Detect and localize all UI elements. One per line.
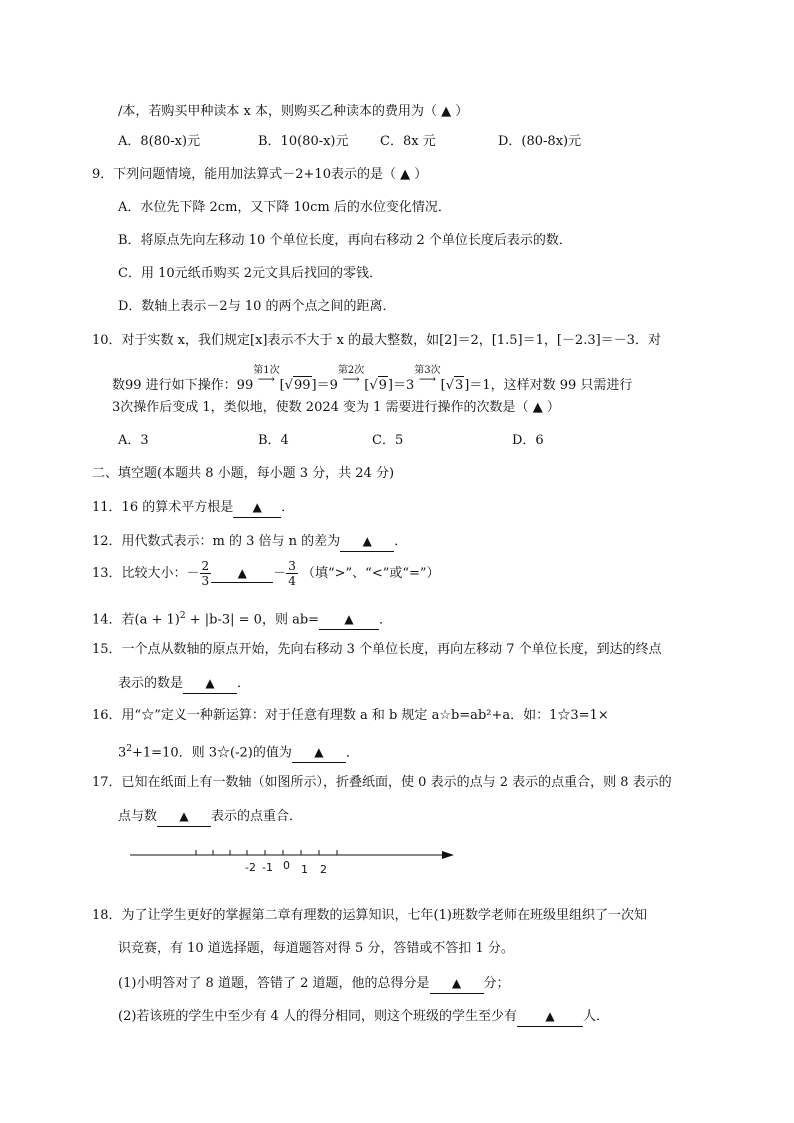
- q15-line2: [118, 674, 250, 694]
- q9-option-c: C．用 10元纸币购买 2元文具后找回的零钱．: [118, 266, 383, 281]
- q18-part1-end: 分；: [483, 976, 510, 991]
- q13-minus: －: [273, 566, 287, 581]
- q16-base: 3: [118, 745, 127, 761]
- q18-part2-text: (2)若该班的学生中至少有 4 人的得分相同，则这个班级的学生至少有: [118, 1009, 517, 1024]
- sqrt-99: 99: [293, 378, 311, 393]
- triangle-icon: ▲: [205, 676, 215, 690]
- step2-label: 第2次: [337, 365, 365, 376]
- q9-option-b: B．将原点先向左移动 10 个单位长度，再向右移动 2 个单位长度后表示的数．: [118, 233, 572, 248]
- q16-line1: 16．用“☆”定义一种新运算：对于任意有理数 a 和 b 规定 a☆b=ab²+a．如：1☆3=1×: [92, 708, 609, 723]
- triangle-icon: ▲: [314, 745, 324, 760]
- triangle-icon: ▲: [237, 566, 247, 580]
- q17-line2: [118, 807, 302, 827]
- q8-option-a: A．8(80-x)元: [118, 134, 201, 149]
- r2-close: ]＝3: [387, 378, 415, 393]
- q17-line1: 17．已知在纸面上有一数轴（如图所示），折叠纸面，使 0 表示的点与 2 表示的点重合，则 8 表示的: [92, 775, 672, 790]
- q8-option-c: C．8x 元: [380, 134, 436, 149]
- q12-end: ．: [394, 534, 408, 549]
- q17-end: 表示的点重合．: [211, 809, 303, 824]
- right-arrow-icon: ⟶: [257, 372, 275, 386]
- answer-blank[interactable]: [517, 1007, 583, 1027]
- q14-text: 14．若(a + 1): [92, 612, 180, 628]
- triangle-icon: ▲: [362, 534, 372, 548]
- q16-exponent: 2: [126, 744, 133, 754]
- q10-option-d: D．6: [512, 433, 544, 448]
- q18-part2-end: 人．: [582, 1009, 609, 1024]
- step3-arrow: [414, 365, 441, 386]
- q15-line1: 15．一个点从数轴的原点开始，先向右移动 3 个单位长度，再向左移动 7 个单位长度，到达的终点: [92, 642, 662, 657]
- fraction-3-4: [286, 559, 298, 588]
- q14-end: ．: [379, 612, 393, 628]
- q11-end: ．: [281, 500, 295, 515]
- step2-arrow: [337, 365, 365, 386]
- q18-line1: 18．为了让学生更好的掌握第二章有理数的运算知识，七年(1)班数学老师在班级里组织了一次知: [92, 908, 647, 923]
- section-heading: 二、填空题(本题共 8 小题，每小题 3 分，共 24 分): [92, 466, 395, 481]
- axis-ticks: [196, 850, 337, 855]
- q12: [92, 532, 407, 552]
- tick-label-1: 1: [301, 863, 308, 876]
- triangle-icon: ▲: [344, 612, 354, 627]
- q9-option-d: D．数轴上表示－2与 10 的两个点之间的距离．: [118, 299, 396, 314]
- r3-open: [: [440, 378, 446, 393]
- q9-stem: 9．下列问题情境，能用加法算式－2+10表示的是（ ▲ ）: [92, 167, 428, 182]
- step3-label: 第3次: [414, 365, 441, 376]
- answer-blank[interactable]: [211, 565, 273, 583]
- q17-text: 点与数: [118, 809, 158, 824]
- triangle-icon: ▲: [545, 1009, 555, 1023]
- tick-label-2: 2: [320, 863, 327, 876]
- r3-close: ]＝1，这样对数 99 只需进行: [464, 378, 633, 393]
- denominator: 3: [201, 574, 210, 588]
- q8-continuation: /本，若购买甲种读本 x 本，则购买乙种读本的费用为（ ▲ ）: [118, 104, 469, 119]
- q16-end: ．: [345, 745, 359, 761]
- q10-line2-prefix: 数99 进行如下操作：99: [112, 378, 254, 393]
- tick-label-neg2: -2: [245, 861, 256, 874]
- triangle-icon: ▲: [252, 500, 262, 514]
- numerator: 3: [288, 559, 296, 573]
- q10-line3: 3次操作后变成 1，类似地，使数 2024 变为 1 需要进行操作的次数是（ ▲ ）: [112, 400, 560, 415]
- q14-exponent: 2: [179, 611, 186, 621]
- q10-option-b: B．4: [258, 433, 289, 448]
- q13-text: 13．比较大小：－: [92, 566, 200, 581]
- q8-option-b: B．10(80-x)元: [258, 134, 349, 149]
- q11-text: 11．16 的算术平方根是: [92, 500, 234, 515]
- q10-line2: 数99 进行如下操作：99 第1次 ⟶ [√99]＝9 第2次 ⟶ [√9]＝3 第3次 ⟶ [√3]＝1，这样对数 99 只需进行: [112, 365, 633, 393]
- q10-option-c: C．5: [372, 433, 404, 448]
- step1-arrow: [253, 365, 280, 386]
- triangle-icon: ▲: [451, 976, 462, 990]
- q18-part2: [118, 1007, 609, 1027]
- r1-open: [: [279, 378, 285, 393]
- q11: [92, 498, 294, 518]
- sqrt-3: 3: [454, 378, 464, 393]
- q12-text: 12．用代数式表示：m 的 3 倍与 n 的差为: [92, 534, 341, 549]
- q13-hint: （填“>”、“<”或“=”）: [301, 566, 440, 581]
- tick-label-0: 0: [283, 859, 290, 872]
- answer-blank[interactable]: [183, 674, 237, 694]
- sqrt-9: 9: [378, 378, 387, 393]
- q10-option-a: A．3: [118, 433, 149, 448]
- number-line-figure: [128, 845, 458, 877]
- q18-line2: 识竞赛，有 10 道选择题，每道题答对得 5 分，答错或不答扣 1 分。: [118, 941, 514, 956]
- q13: [92, 557, 440, 591]
- q18-part1: [118, 974, 510, 994]
- q16-line2: [118, 740, 359, 763]
- right-arrow-icon: ⟶: [418, 372, 437, 386]
- answer-blank[interactable]: [233, 498, 281, 518]
- step1-label: 第1次: [253, 365, 280, 376]
- answer-blank[interactable]: [157, 807, 211, 827]
- r2-open: [: [364, 378, 370, 393]
- q10-line1: 10．对于实数 x，我们规定[x]表示不大于 x 的最大整数，如[2]＝2，[1.5]＝1，[－2.3]＝－3．对: [92, 333, 661, 348]
- q16-text: +1=10．则 3☆(-2)的值为: [132, 745, 292, 761]
- numerator: 2: [201, 559, 210, 573]
- q14: [92, 607, 392, 630]
- answer-blank[interactable]: [340, 532, 394, 552]
- q14-text-mid: + |b-3| = 0，则 ab=: [185, 612, 320, 628]
- tick-label-neg1: -1: [262, 861, 273, 874]
- q9-option-a: A．水位先下降 2cm，又下降 10cm 后的水位变化情况．: [118, 200, 451, 215]
- q15-text: 表示的数是: [118, 676, 184, 691]
- r1-close: ]＝9: [311, 378, 338, 393]
- q18-part1-text: (1)小明答对了 8 道题，答错了 2 道题，他的总得分是: [118, 976, 430, 991]
- axis-arrow-icon: [442, 851, 454, 859]
- triangle-icon: ▲: [179, 809, 189, 823]
- right-arrow-icon: ⟶: [342, 372, 360, 386]
- q8-option-d: D．(80-8x)元: [498, 134, 582, 149]
- answer-blank[interactable]: [319, 610, 379, 630]
- denominator: 4: [288, 574, 296, 588]
- q15-end: ．: [237, 676, 251, 691]
- answer-blank[interactable]: [430, 974, 484, 994]
- answer-blank[interactable]: [292, 743, 346, 763]
- fraction-2-3: [200, 559, 212, 588]
